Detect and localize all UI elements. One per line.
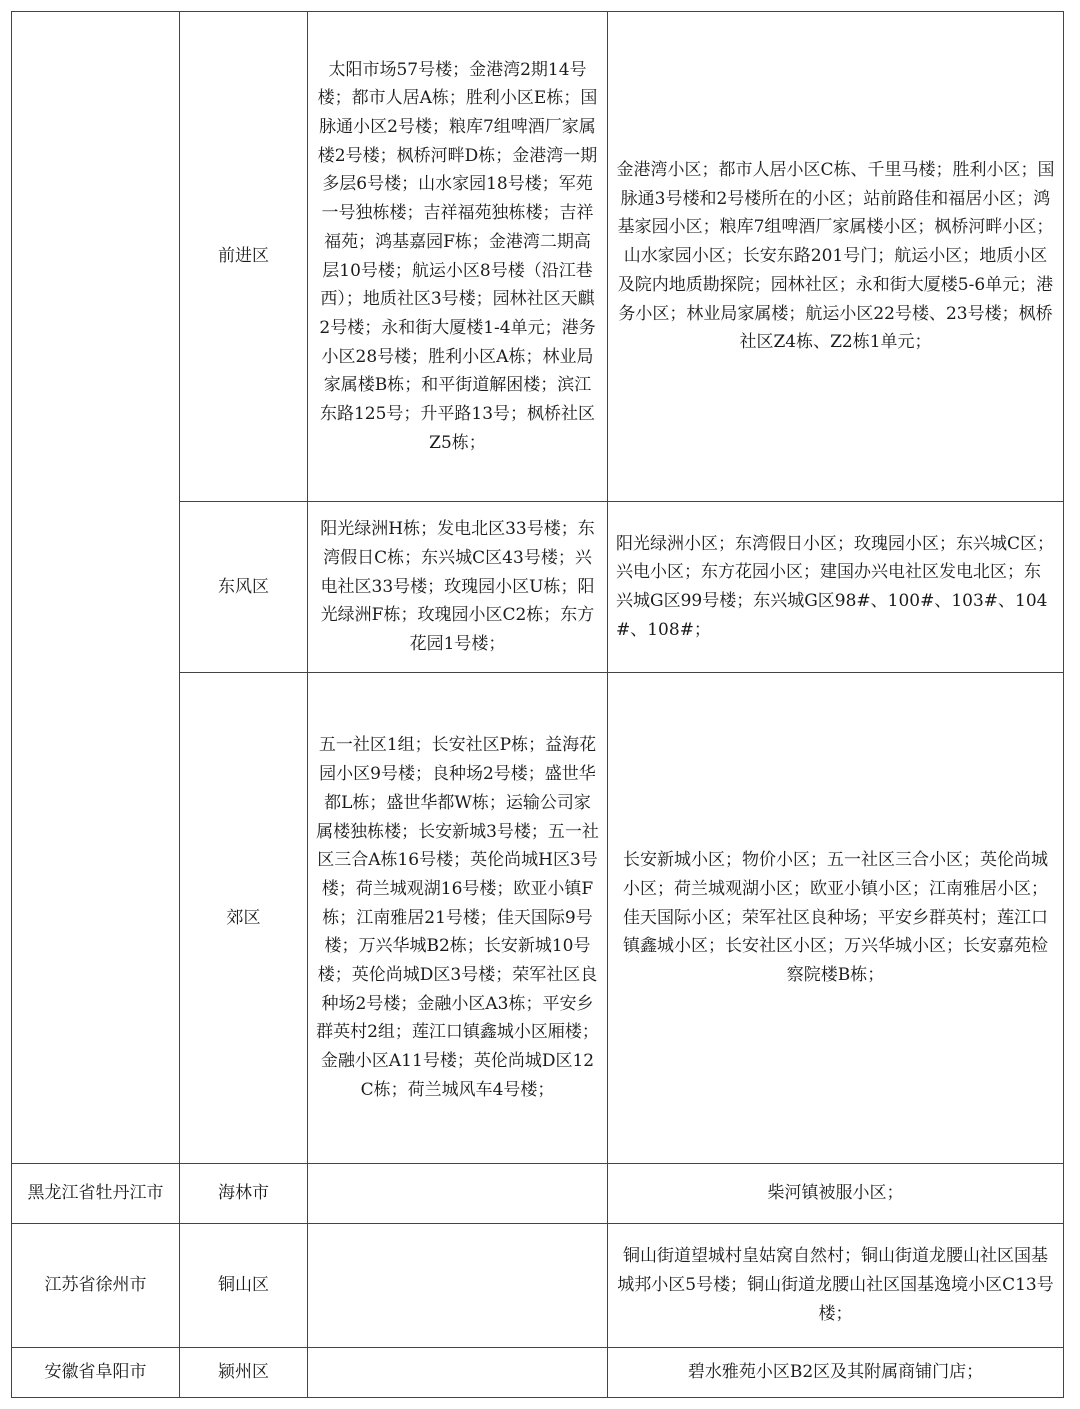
province-cell: 江苏省徐州市 (12, 1224, 180, 1348)
high-risk-cell (308, 1164, 608, 1224)
district-cell: 东风区 (180, 502, 308, 673)
high-risk-cell (308, 1348, 608, 1398)
medium-risk-cell: 阳光绿洲小区；东湾假日小区；玫瑰园小区；东兴城C区；兴电小区；东方花园小区；建国办兴电社区发电北区；东兴城G区99号楼；东兴城G区98#、100#、103#、104#、108#； (608, 502, 1064, 673)
table-row (12, 1164, 1064, 1224)
province-cell (12, 12, 180, 1164)
table-row (12, 12, 1064, 502)
high-risk-cell (308, 1224, 608, 1348)
district-cell: 郊区 (180, 673, 308, 1164)
district-cell: 颍州区 (180, 1348, 308, 1398)
risk-area-table (11, 11, 1064, 1398)
district-cell: 前进区 (180, 12, 308, 502)
table-row (12, 1224, 1064, 1348)
high-risk-cell: 阳光绿洲H栋；发电北区33号楼；东湾假日C栋；东兴城C区43号楼；兴电社区33号楼；玫瑰园小区U栋；阳光绿洲F栋；玫瑰园小区C2栋；东方花园1号楼； (308, 502, 608, 673)
medium-risk-cell: 碧水雅苑小区B2区及其附属商铺门店； (608, 1348, 1064, 1398)
province-cell: 黑龙江省牡丹江市 (12, 1164, 180, 1224)
medium-risk-cell: 长安新城小区；物价小区；五一社区三合小区；英伦尚城小区；荷兰城观湖小区；欧亚小镇小区；江南雅居小区；佳天国际小区；荣军社区良种场；平安乡群英村；莲江口镇鑫城小区；长安社区小区；万兴华城小区；长安嘉苑检察院楼B栋； (608, 673, 1064, 1164)
high-risk-cell: 太阳市场57号楼；金港湾2期14号楼；都市人居A栋；胜利小区E栋；国脉通小区2号楼；粮库7组啤酒厂家属楼2号楼；枫桥河畔D栋；金港湾一期多层6号楼；山水家园18号楼；军苑一号独栋楼；吉祥福苑独栋楼；吉祥福苑；鸿基嘉园F栋；金港湾二期高层10号楼；航运小区8号楼（沿江巷西）；地质社区3号楼；园林社区天麒2号楼；永和街大厦楼1-4单元；港务小区28号楼；胜利小区A栋；林业局家属楼B栋；和平街道解困楼；滨江东路125号；升平路13号；枫桥社区Z5栋； (308, 12, 608, 502)
high-risk-cell: 五一社区1组；长安社区P栋；益海花园小区9号楼；良种场2号楼；盛世华都L栋；盛世华都W栋；运输公司家属楼独栋楼；长安新城3号楼；五一社区三合A栋16号楼；英伦尚城H区3号楼；荷兰城观湖16号楼；欧亚小镇F栋；江南雅居21号楼；佳天国际9号楼；万兴华城B2栋；长安新城10号楼；英伦尚城D区3号楼；荣军社区良种场2号楼；金融小区A3栋；平安乡群英村2组；莲江口镇鑫城小区厢楼；金融小区A11号楼；英伦尚城D区12C栋；荷兰城风车4号楼； (308, 673, 608, 1164)
medium-risk-cell: 铜山街道望城村皇姑窝自然村；铜山街道龙腰山社区国基城邦小区5号楼；铜山街道龙腰山社区国基逸境小区C13号楼； (608, 1224, 1064, 1348)
medium-risk-cell: 柴河镇被服小区； (608, 1164, 1064, 1224)
province-cell: 安徽省阜阳市 (12, 1348, 180, 1398)
table-row (12, 1348, 1064, 1398)
district-cell: 海林市 (180, 1164, 308, 1224)
district-cell: 铜山区 (180, 1224, 308, 1348)
medium-risk-cell: 金港湾小区；都市人居小区C栋、千里马楼；胜利小区；国脉通3号楼和2号楼所在的小区；站前路佳和福居小区；鸿基家园小区；粮库7组啤酒厂家属楼小区；枫桥河畔小区；山水家园小区；长安东路201号门；航运小区；地质小区及院内地质勘探院；园林社区；永和街大厦楼5-6单元；港务小区；林业局家属楼；航运小区22号楼、23号楼；枫桥社区Z4栋、Z2栋1单元； (608, 12, 1064, 502)
